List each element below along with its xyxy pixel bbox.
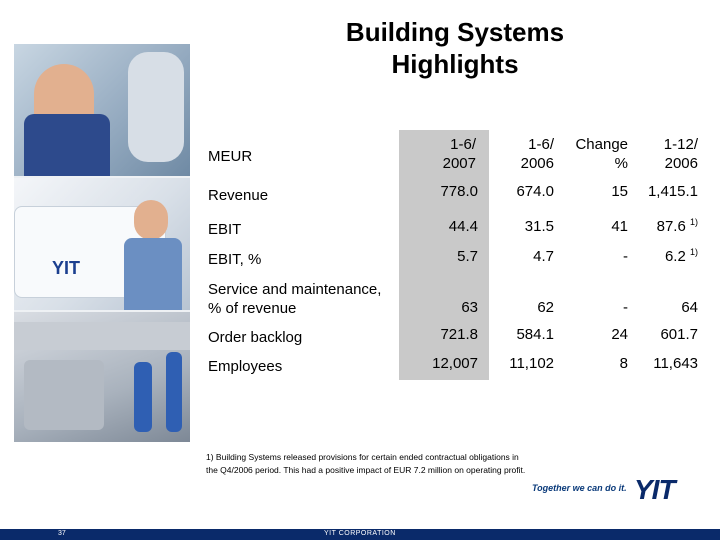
cell-employees-2006: 11,102: [509, 355, 554, 372]
header-col-2007-line1: 1-6/: [450, 136, 476, 153]
cell-revenue-change: 15: [611, 183, 628, 200]
footer-company: YIT CORPORATION: [324, 530, 396, 537]
row-label-service-maintenance: [208, 280, 398, 318]
photo-technician-office: [14, 44, 190, 176]
cell-revenue-2007: 778.0: [440, 183, 478, 200]
cell-ebit-2007: 44.4: [448, 218, 478, 235]
header-col-fy2006-line2: 2006: [664, 155, 698, 172]
header-col-2007-line2: 2007: [442, 155, 476, 172]
title-line-1: Building Systems: [345, 17, 565, 47]
cell-ebit-fy2006: [620, 217, 698, 236]
cell-backlog-fy2006: 601.7: [660, 326, 698, 343]
footnote-marker-ebit-pct: 1): [689, 247, 698, 257]
header-col-2007: [400, 135, 476, 173]
cell-service-fy2006: 64: [681, 299, 698, 316]
cell-ebit-fy2006-value: 87.6: [656, 218, 686, 235]
cell-revenue-2006: 674.0: [516, 183, 554, 200]
photo-ductwork: [14, 312, 190, 442]
cell-service-change: -: [623, 299, 628, 316]
cell-service-2006: 62: [537, 299, 554, 316]
page-number: 37: [58, 530, 66, 537]
row-label-order-backlog: Order backlog: [208, 329, 303, 346]
header-col-change: [556, 135, 628, 173]
cell-employees-2007: 12,007: [432, 355, 478, 372]
cell-ebit-pct-fy2006-value: 6.2: [664, 248, 686, 265]
header-col-2006-line1: 1-6/: [528, 136, 554, 153]
photo-collage: [14, 44, 190, 442]
cell-backlog-2007: 721.8: [440, 326, 478, 343]
yit-logo: YIT: [634, 474, 675, 505]
header-col-change-line2: %: [614, 155, 628, 172]
photo-logo-text: YIT: [52, 258, 81, 278]
cell-revenue-fy2006: 1,415.1: [647, 183, 698, 200]
cell-ebit-2006: 31.5: [524, 218, 554, 235]
row-label-service-line2: % of revenue: [208, 300, 297, 317]
cell-ebit-pct-2006: 4.7: [533, 248, 554, 265]
header-col-2006: [480, 135, 554, 173]
row-label-employees: Employees: [208, 358, 283, 375]
slogan-text: Together we can do it.: [532, 483, 627, 493]
cell-ebit-change: 41: [611, 218, 628, 235]
cell-ebit-pct-fy2006: [620, 247, 698, 266]
header-col-fy2006: [630, 135, 698, 173]
row-label-revenue: Revenue: [208, 187, 269, 204]
photo-worker-van: [14, 178, 190, 310]
header-col-change-line1: Change: [575, 136, 628, 153]
row-label-service-line1: Service and maintenance,: [208, 281, 382, 298]
cell-ebit-pct-2007: 5.7: [457, 248, 478, 265]
cell-employees-change: 8: [619, 355, 628, 372]
cell-backlog-change: 24: [611, 326, 628, 343]
header-col-2006-line2: 2006: [520, 155, 554, 172]
cell-employees-fy2006: 11,643: [653, 355, 698, 372]
row-label-ebit: EBIT: [208, 221, 242, 238]
title-line-2: Highlights: [391, 49, 519, 79]
footnote-text: 1) Building Systems released provisions for certain ended contractual obligations in the Q4/2006 period. This had a positive impact of EUR 7.2 million on operating profit.: [206, 452, 526, 475]
cell-backlog-2006: 584.1: [516, 326, 554, 343]
slide-title: [300, 16, 610, 80]
header-label: MEUR: [208, 148, 253, 165]
header-col-fy2006-line1: 1-12/: [663, 136, 698, 153]
row-label-ebit-pct: EBIT, %: [208, 251, 262, 268]
footnote-marker-ebit: 1): [689, 217, 698, 227]
cell-ebit-pct-change: -: [623, 248, 628, 265]
cell-service-2007: 63: [461, 299, 478, 316]
